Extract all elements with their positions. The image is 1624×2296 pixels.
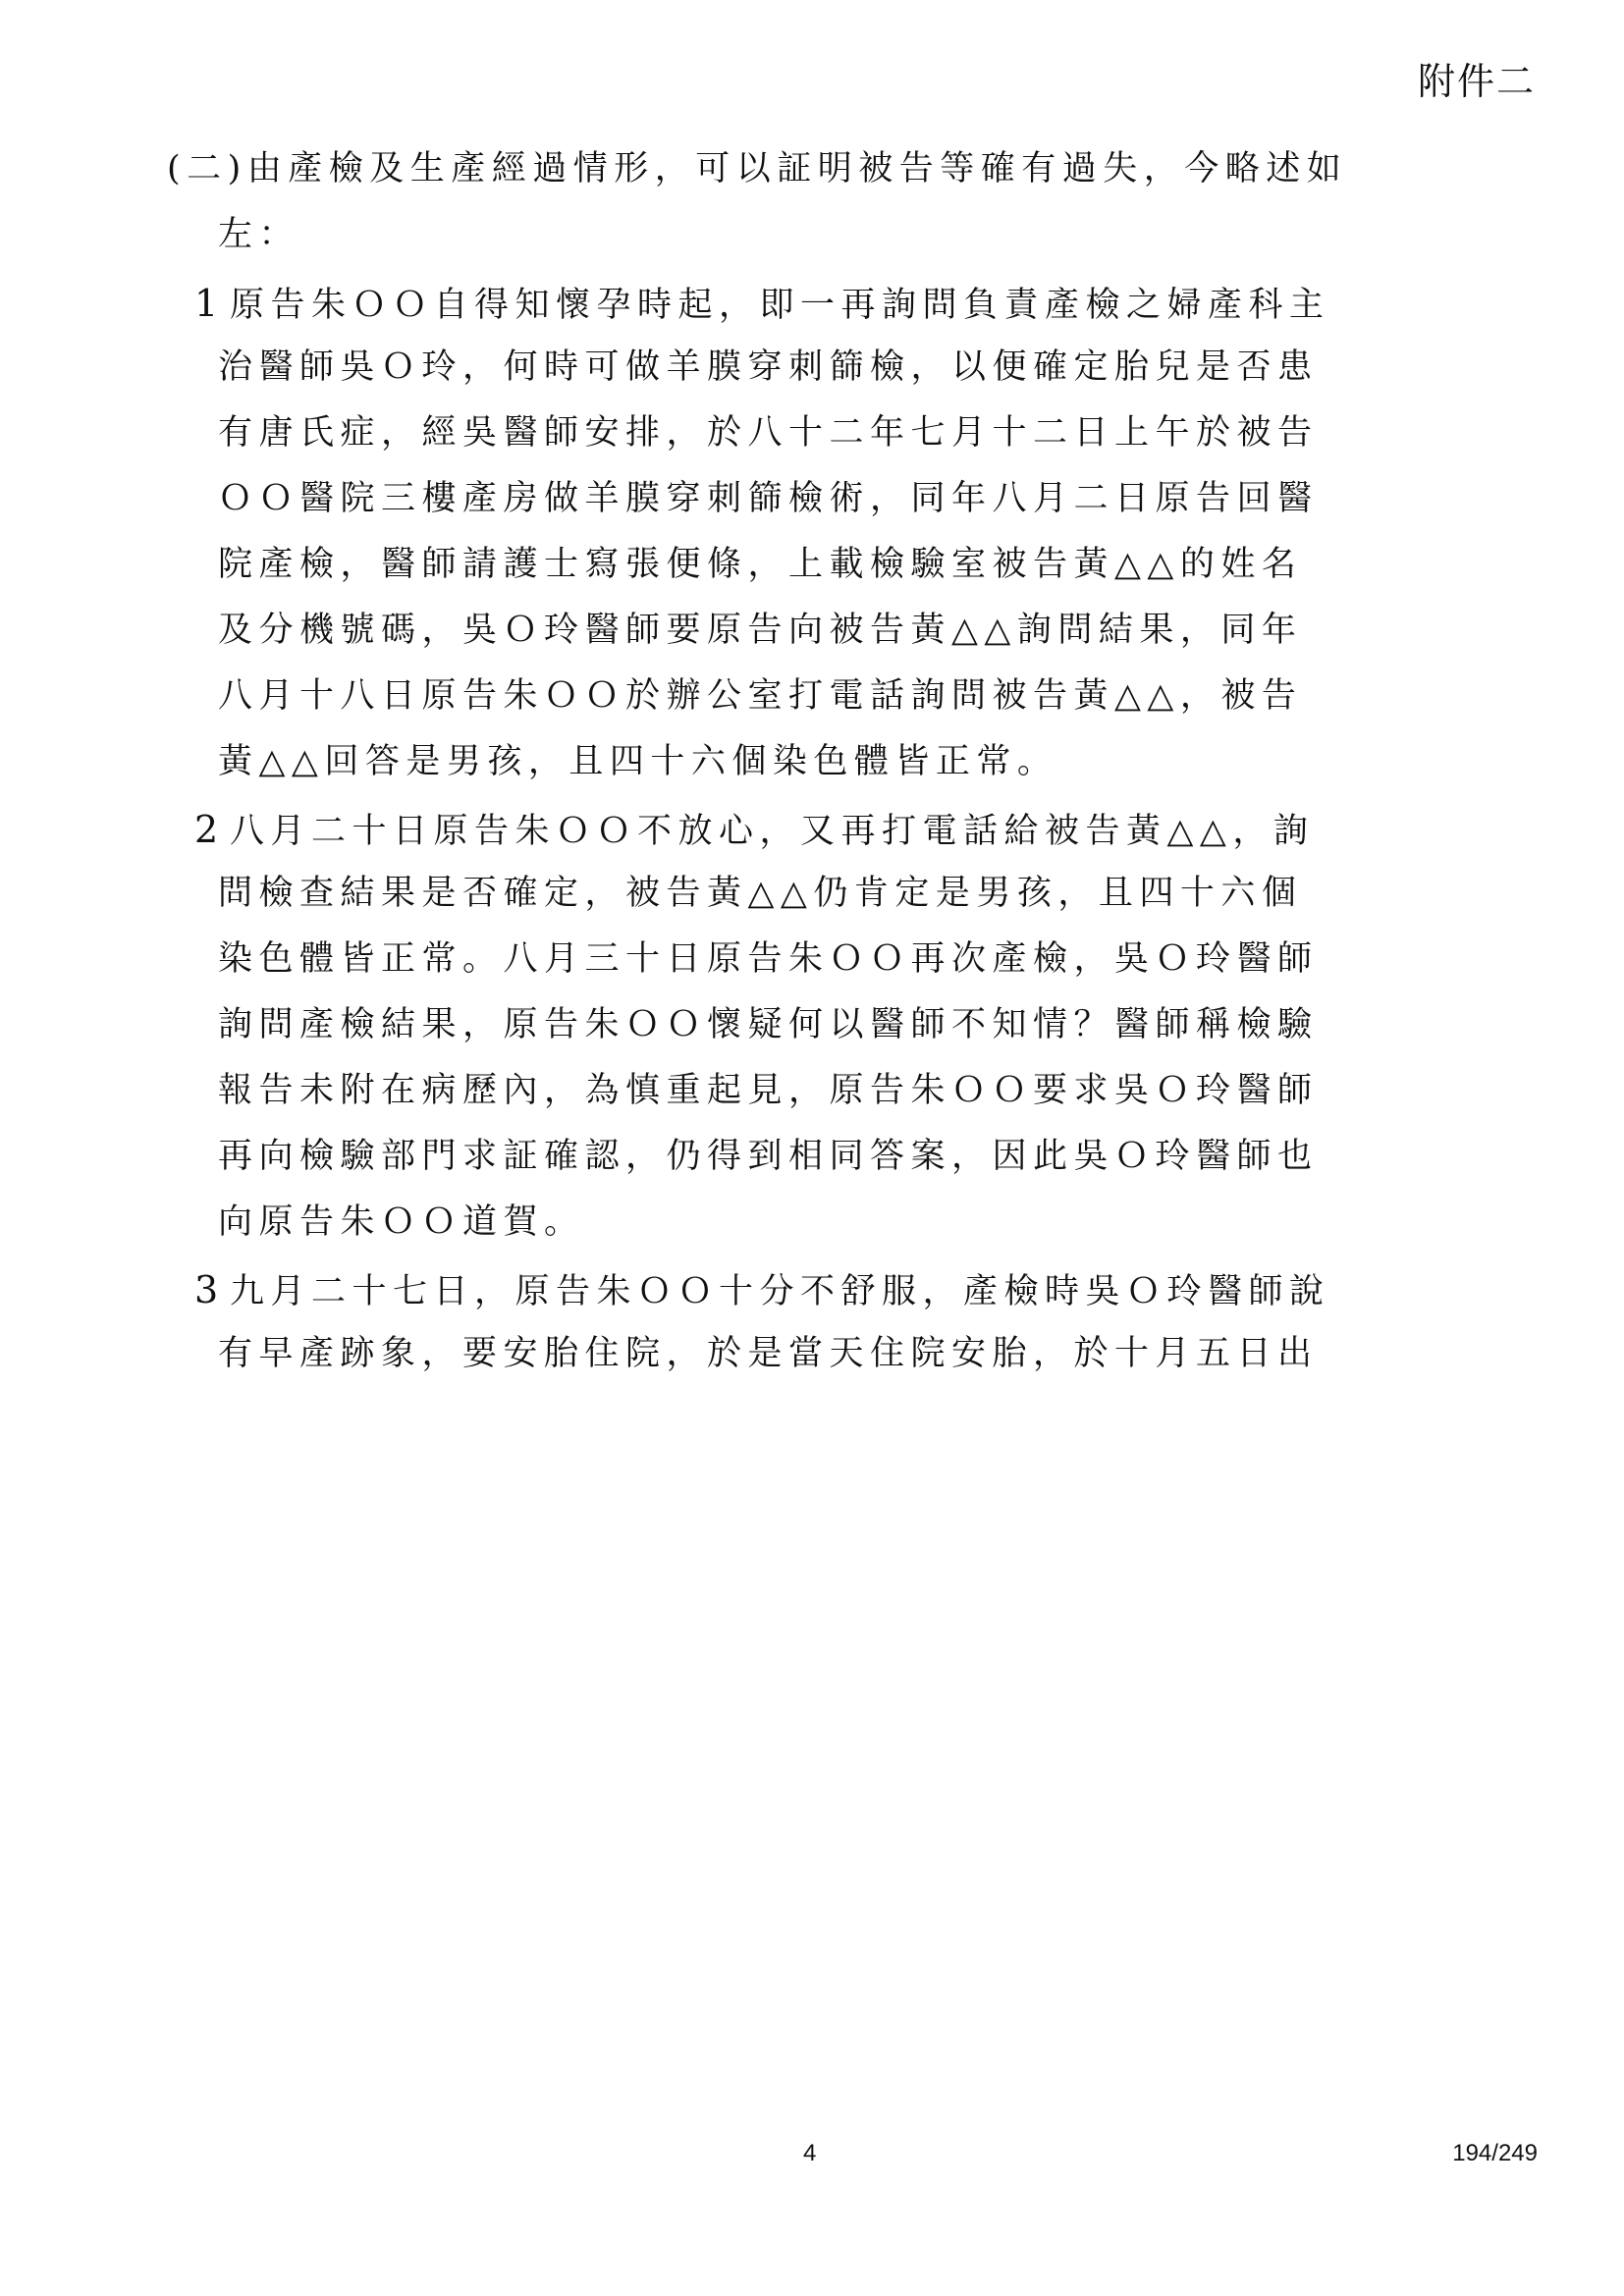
item-number: 1 [194,282,219,325]
item-text: 九月二十七日，原告朱ＯＯ十分不舒服，產檢時吳Ｏ玲醫師說 [230,1272,1330,1311]
item-2-line-7: 向原告朱ＯＯ道賀。 [218,1202,585,1242]
item-text: 八月二十日原告朱ＯＯ不放心，又再打電話給被告黃△△，詢 [230,812,1315,851]
item-2-line-6: 再向檢驗部門求証確認，仍得到相同答案，因此吳Ｏ玲醫師也 [218,1137,1319,1176]
item-2-line-5: 報告未附在病歷內，為慎重起見，原告朱ＯＯ要求吳Ｏ玲醫師 [218,1071,1319,1110]
item-1-line-6: 及分機號碼，吳Ｏ玲醫師要原告向被告黃△△詢問結果，同年 [218,611,1303,650]
item-1-line-3: 有唐氏症，經吳醫師安排，於八十二年七月十二日上午於被告 [218,413,1319,453]
item-2-line-3: 染色體皆正常。八月三十日原告朱ＯＯ再次產檢，吳Ｏ玲醫師 [218,939,1319,979]
section-heading-line-2: 左： [218,215,300,254]
item-number: 3 [194,1268,219,1311]
item-1-line-5: 院產檢，醫師請護士寫張便條，上載檢驗室被告黃△△的姓名 [218,545,1303,584]
item-1-line-8: 黃△△回答是男孩，且四十六個染色體皆正常。 [218,742,1058,781]
item-number: 2 [194,808,219,851]
item-2-line-4: 詢問產檢結果，原告朱ＯＯ懷疑何以醫師不知情？醫師稱檢驗 [218,1005,1319,1044]
section-heading-line-1: (二)由產檢及生產經過情形，可以証明被告等確有過失，今略述如 [167,149,1348,188]
item-1-line-2: 治醫師吳Ｏ玲，何時可做羊膜穿刺篩檢，以便確定胎兒是否患 [218,347,1319,387]
annex-label: 附件二 [1417,60,1536,103]
item-text: 原告朱ＯＯ自得知懷孕時起，即一再詢問負責產檢之婦產科主 [230,286,1330,325]
item-3-line-1 [194,1268,1330,1311]
item-1-line-1 [194,282,1330,325]
page-number: 4 [803,2140,817,2166]
item-1-line-4: ＯＯ醫院三樓產房做羊膜穿刺篩檢術，同年八月二日原告回醫 [218,479,1319,518]
item-1-line-7: 八月十八日原告朱ＯＯ於辦公室打電話詢問被告黃△△，被告 [218,676,1303,716]
item-3-line-2: 有早產跡象，要安胎住院，於是當天住院安胎，於十月五日出 [218,1334,1319,1373]
page-total: 194/249 [1452,2140,1538,2166]
item-2-line-2: 問檢查結果是否確定，被告黃△△仍肯定是男孩，且四十六個 [218,874,1303,913]
item-2-line-1 [194,808,1315,851]
